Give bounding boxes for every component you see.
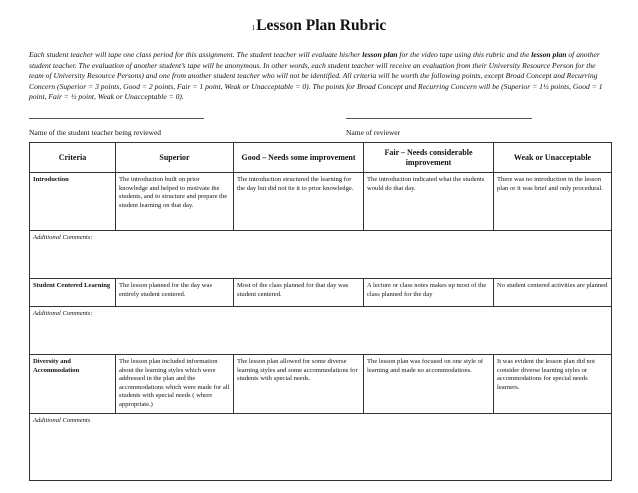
- comments-row: [30, 231, 612, 279]
- header-superior: Superior: [116, 143, 234, 173]
- header-fair: Fair – Needs considerable improvement: [364, 143, 494, 173]
- fair-cell: A lecture or class notes makes up most of the class planned for the day: [364, 279, 494, 307]
- header-criteria: Criteria: [30, 143, 116, 173]
- intro-text-2: for the video tape using this rubric and the: [397, 50, 532, 59]
- intro-text-3: of another student teacher. The evaluation of another student’s tape will be anonymous. In other words, each student teacher will receive an evaluation from their University Resource Person for the team of University Resource Persons) and one from another student teacher who will not be identified. All criteria will be worth the following points, except Broad Concept and Recurring Concern (Superior = 3 points, Good = 2 points, Fair = 1 point, Weak or Unacceptable = 0). The points for Broad Concept and Recurring Concern will be (Superior = 1½ points, Good = 1 point, Fair = ½ point, Weak or Unacceptable = 0).: [29, 50, 603, 102]
- intro-bold-2: lesson plan: [531, 50, 567, 59]
- title-text: Lesson Plan Rubric: [256, 17, 387, 34]
- criterion-cell: Introduction: [30, 173, 116, 231]
- weak-cell: No student centered activities are planned: [494, 279, 612, 307]
- fair-cell: The lesson plan was focused on one style of learning and made no accommodations.: [364, 355, 494, 414]
- header-row: [30, 143, 612, 173]
- intro-text-1: Each student teacher will tape one class period for this assignment. The student teacher will evaluate his/her: [29, 50, 363, 59]
- header-good: Good – Needs some improvement: [234, 143, 364, 173]
- criterion-cell: Student Centered Learning: [30, 279, 116, 307]
- fair-cell: The introduction indicated what the students would do that day.: [364, 173, 494, 231]
- superior-cell: The lesson planned for the day was entirely student centered.: [116, 279, 234, 307]
- table-row: [30, 355, 612, 414]
- header-weak: Weak or Unacceptable: [494, 143, 612, 173]
- superior-cell: The introduction built on prior knowledge and helped to motivate the students, and to structure and prepare the student learning on that day.: [116, 173, 234, 231]
- weak-cell: There was no introduction in the lesson plan or it was brief and only procedural.: [494, 173, 612, 231]
- intro-bold-1: lesson plan: [362, 50, 398, 59]
- reviewed-label: Name of the student teacher being reviewed: [29, 128, 162, 137]
- table-row: [30, 173, 612, 231]
- weak-cell: It was evident the lesson plan did not consider diverse learning styles or accommodations for special needs learners.: [494, 355, 612, 414]
- superior-cell: The lesson plan included information about the learning styles which were addressed in the plan and the accommodations which were made for all students with special needs ( where appropriate.): [116, 355, 234, 414]
- page-title: [0, 17, 638, 35]
- additional-comments-cell[interactable]: Additional Comments:: [30, 307, 612, 355]
- instructions-paragraph: [29, 50, 609, 103]
- footnote-marker: 1: [251, 24, 256, 32]
- comments-row: [30, 413, 612, 480]
- criterion-cell: Diversity and Accommodation: [30, 355, 116, 414]
- good-cell: The introduction structured the learning for the day but did not tie it to prior knowledge.: [234, 173, 364, 231]
- rubric-table: [29, 142, 612, 481]
- reviewer-label: Name of reviewer: [346, 128, 401, 137]
- comments-row: [30, 307, 612, 355]
- table-row: [30, 279, 612, 307]
- good-cell: The lesson plan allowed for some diverse learning styles and some accommodations for students with special needs.: [234, 355, 364, 414]
- reviewer-signature-line: [346, 118, 532, 119]
- additional-comments-cell[interactable]: Additional Comments:: [30, 231, 612, 279]
- good-cell: Most of the class planned for that day was student centered.: [234, 279, 364, 307]
- additional-comments-cell[interactable]: Additional Comments: [30, 413, 612, 480]
- reviewed-signature-line: [29, 118, 204, 119]
